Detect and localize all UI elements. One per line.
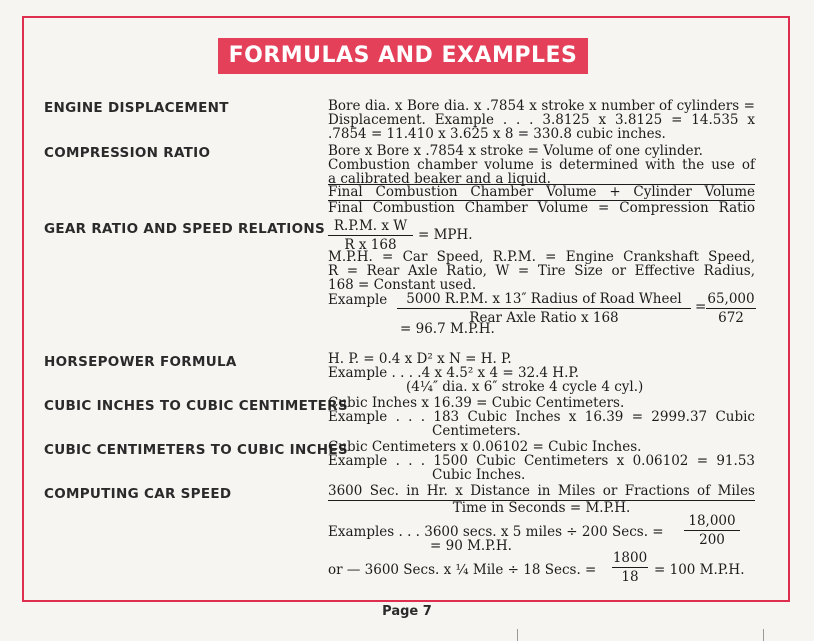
cc-to-ci-text: Example . . . 1500 Cubic Centimeters x 0.06102 = 91.53	[328, 453, 755, 469]
gear-example-result-fraction	[706, 292, 756, 325]
gear-example-label: Example	[328, 292, 388, 308]
car-speed-example-2-numerator: 1800	[612, 550, 648, 566]
page-title: FORMULAS AND EXAMPLES	[218, 38, 588, 74]
compression-ratio-text: a calibrated beaker and a liquid.	[328, 171, 551, 187]
ci-to-cc-text: Centimeters.	[432, 423, 521, 439]
gear-example-result-denominator: 672	[718, 310, 744, 326]
ci-to-cc-text: Cubic Inches x 16.39 = Cubic Centimeters.	[328, 395, 625, 411]
gear-ratio-text: 168 = Constant used.	[328, 277, 477, 293]
ci-to-cc-text: Example . . . 183 Cubic Inches x 16.39 = 2999.37 Cubic	[328, 409, 755, 425]
horsepower-text: H. P. = 0.4 x D² x N = H. P.	[328, 351, 512, 367]
page-edge-mark	[517, 629, 518, 641]
cc-to-ci-text: Cubic Inches.	[432, 467, 526, 483]
gear-example-result-numerator: 65,000	[707, 291, 755, 307]
compression-ratio-text: Bore x Bore x .7854 x stroke = Volume of one cylinder.	[328, 143, 703, 159]
car-speed-example-2-fraction	[612, 551, 648, 584]
horsepower-text: Example . . . .4 x 4.5² x 4 = 32.4 H.P.	[328, 365, 579, 381]
compression-ratio-denominator: Final Combustion Chamber Volume = Compression Ratio	[328, 200, 755, 216]
car-speed-example-denominator: 200	[699, 532, 725, 548]
engine-displacement-text: Bore dia. x Bore dia. x .7854 x stroke x number of cylinders =	[328, 98, 755, 114]
car-speed-example: Examples . . . 3600 secs. x 5 miles ÷ 200 Secs. =	[328, 524, 664, 540]
gear-ratio-result: = MPH.	[418, 227, 473, 243]
gear-ratio-text: M.P.H. = Car Speed, R.P.M. = Engine Crankshaft Speed,	[328, 249, 755, 265]
car-speed-example-2-denominator: 18	[621, 569, 639, 585]
page-edge-mark	[763, 629, 764, 641]
gear-ratio-heading: GEAR RATIO AND SPEED RELATIONS	[44, 221, 326, 237]
gear-example-denominator: Rear Axle Ratio x 168	[469, 310, 619, 326]
engine-displacement-text: .7854 = 11.410 x 3.625 x 8 = 330.8 cubic inches.	[328, 126, 666, 142]
car-speed-heading: COMPUTING CAR SPEED	[44, 486, 232, 502]
gear-example-numerator: 5000 R.P.M. x 13″ Radius of Road Wheel	[397, 292, 691, 309]
gear-ratio-formula	[328, 219, 413, 252]
horsepower-heading: HORSEPOWER FORMULA	[44, 354, 237, 370]
engine-displacement-text: Displacement. Example . . . 3.8125 x 3.8125 = 14.535 x	[328, 112, 755, 128]
cc-to-ci-text: Cubic Centimeters x 0.06102 = Cubic Inches.	[328, 439, 642, 455]
car-speed-example-2: or — 3600 Secs. x ¼ Mile ÷ 18 Secs. =	[328, 562, 597, 578]
ci-to-cc-heading: CUBIC INCHES TO CUBIC CENTIMETERS	[44, 398, 348, 414]
car-speed-example-numerator: 18,000	[684, 514, 740, 531]
horsepower-text: (4¼″ dia. x 6″ stroke 4 cycle 4 cyl.)	[406, 379, 644, 395]
gear-ratio-text: R = Rear Axle Ratio, W = Tire Size or Effective Radius,	[328, 263, 755, 279]
gear-ratio-numerator: R.P.M. x W	[328, 219, 413, 236]
car-speed-example-result: = 90 M.P.H.	[430, 538, 512, 554]
gear-ratio-denominator: R x 168	[344, 237, 397, 253]
car-speed-numerator: 3600 Sec. in Hr. x Distance in Miles or Fractions of Miles	[328, 483, 755, 499]
gear-example-equals: =	[695, 299, 707, 315]
car-speed-example-2-result: = 100 M.P.H.	[654, 562, 745, 578]
car-speed-example-fraction	[684, 514, 740, 547]
compression-ratio-text: Combustion chamber volume is determined with the use of	[328, 157, 755, 173]
compression-ratio-numerator: Final Combustion Chamber Volume + Cylinder Volume	[328, 184, 755, 200]
engine-displacement-heading: ENGINE DISPLACEMENT	[44, 100, 229, 116]
page-number: Page 7	[382, 604, 432, 619]
cc-to-ci-heading: CUBIC CENTIMETERS TO CUBIC INCHES	[44, 442, 348, 458]
car-speed-denominator: Time in Seconds = M.P.H.	[452, 500, 631, 516]
gear-example-result: = 96.7 M.P.H.	[400, 321, 495, 337]
compression-ratio-heading: COMPRESSION RATIO	[44, 145, 211, 161]
